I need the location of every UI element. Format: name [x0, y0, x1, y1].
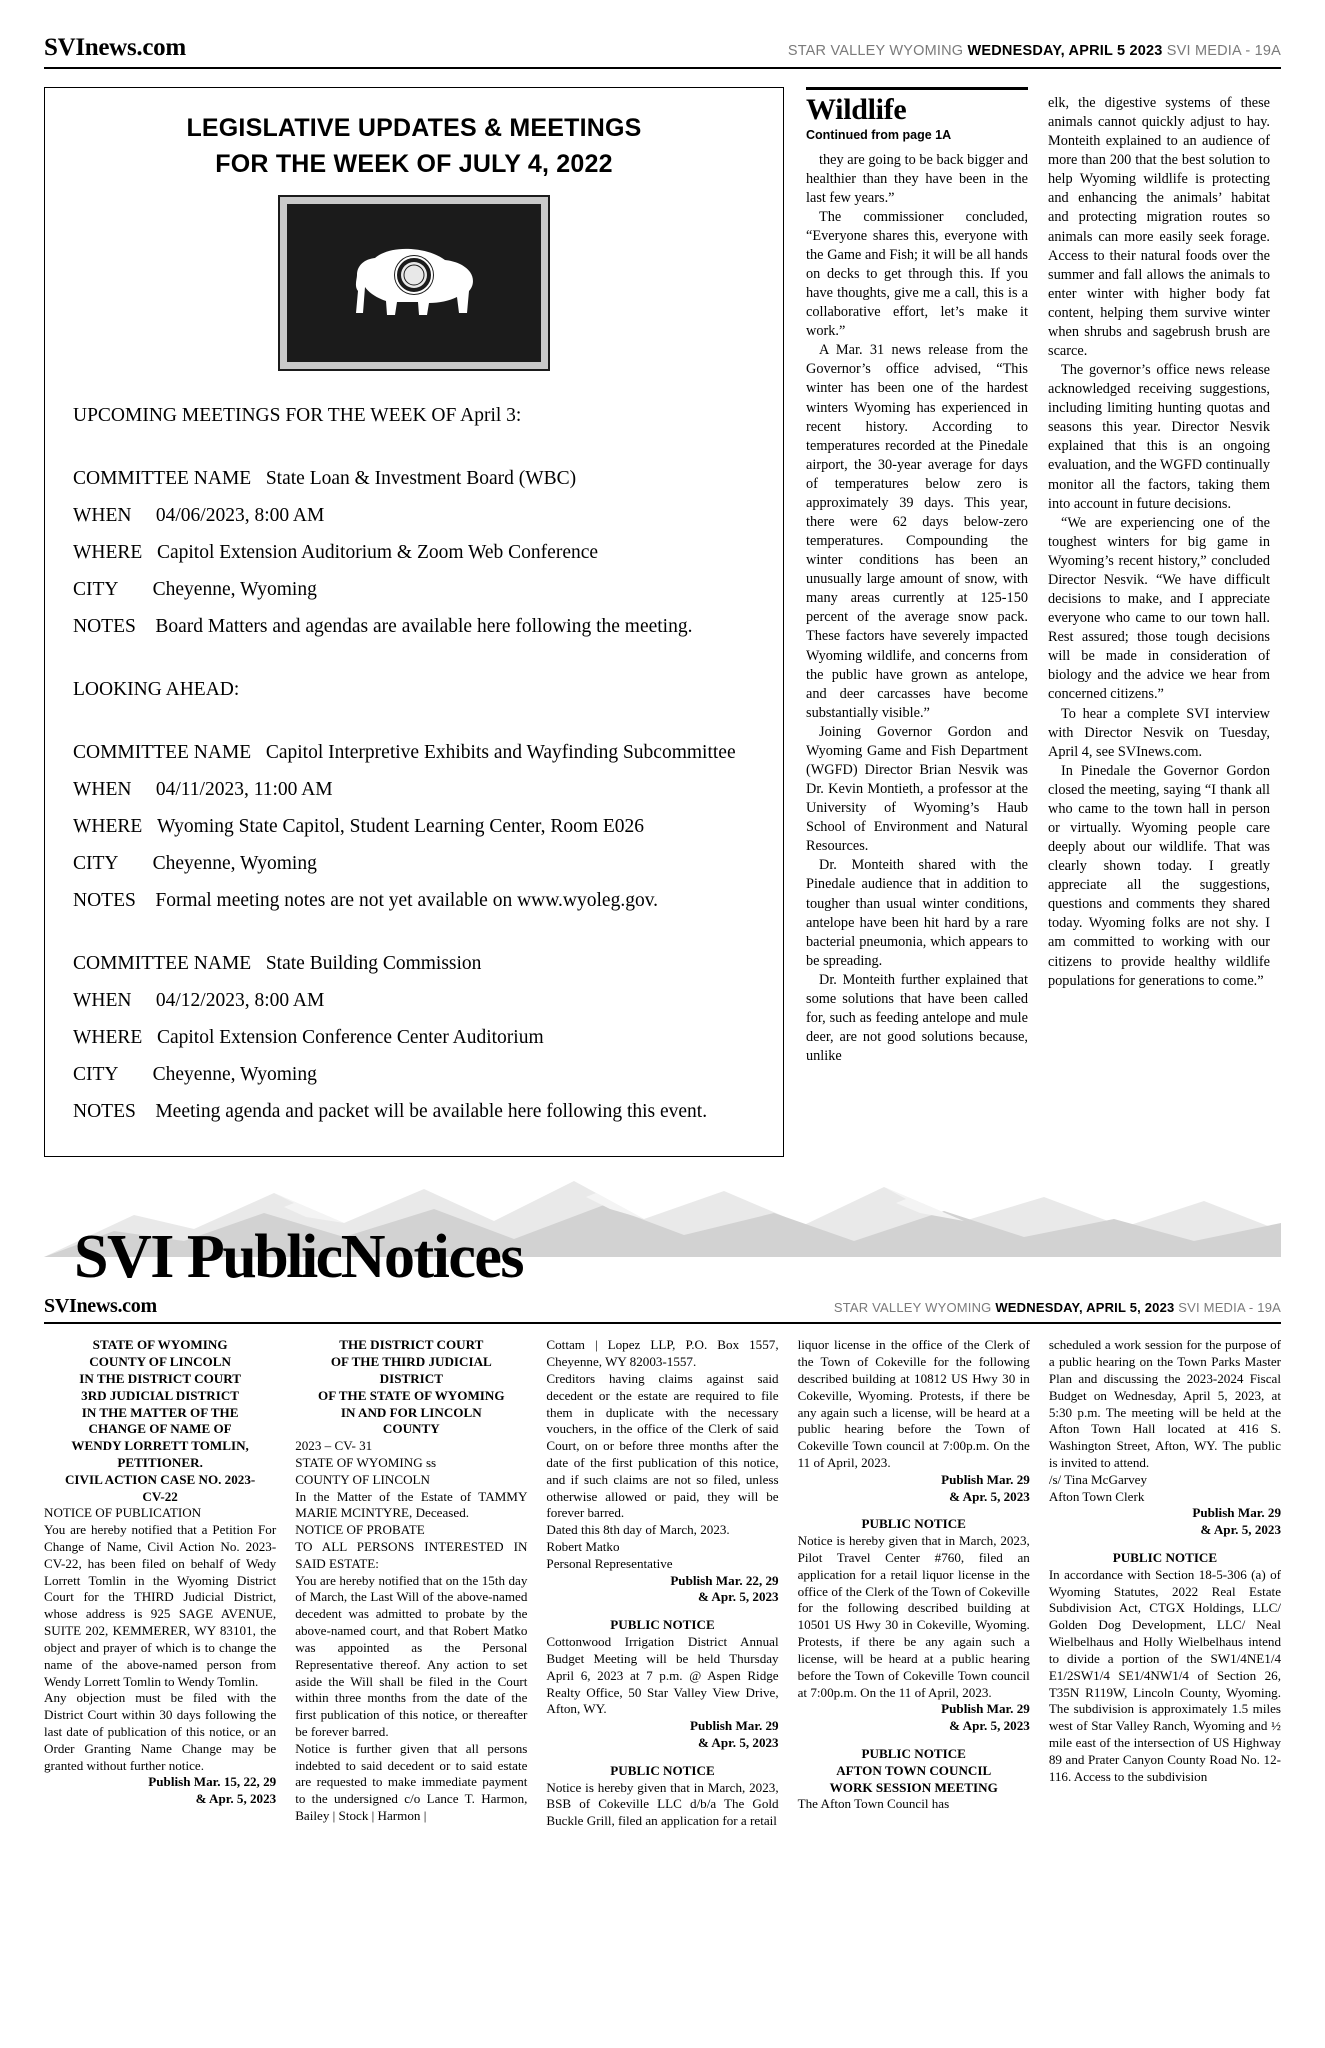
- notice-heading: OF THE STATE OF WYOMING: [318, 1387, 505, 1403]
- wildlife-column-2: [1048, 87, 1270, 1157]
- meeting-2-city: Cheyenne, Wyoming: [152, 852, 317, 874]
- notice-heading: CV-22: [142, 1488, 178, 1504]
- meeting-1-committee: State Loan & Investment Board (WBC): [265, 467, 577, 489]
- meeting-1-when-label: WHEN: [73, 504, 132, 526]
- notice-paragraph: Personal Representative: [546, 1555, 673, 1571]
- meeting-2-committee: Capitol Interpretive Exhibits and Wayfinding Subcommittee: [265, 741, 736, 763]
- notice-column-1: [44, 1337, 276, 1830]
- wildlife-paragraph: Dr. Monteith shared with the Pinedale audience that in addition to tougher than usual winter conditions, antelope have been hit hard by a rare bacterial pneumonia, which appears to be spreading.: [806, 857, 1028, 969]
- notice-paragraph: In the Matter of the Estate of TAMMY MARIE MCINTYRE, Deceased.: [295, 1488, 528, 1521]
- meeting-2-when: 04/11/2023, 11:00 AM: [155, 778, 333, 800]
- public-notices-columns: [44, 1337, 1281, 1850]
- wildlife-continued-label: Continued from page 1A: [806, 127, 952, 142]
- notice-publish-date: Publish Mar. 29: [1192, 1505, 1282, 1521]
- meeting-2-city-label: CITY: [73, 852, 119, 874]
- notice-paragraph: liquor license in the office of the Clerk of the Town of Cokeville for the following described building at 10812 US Hwy 30 in Cokeville, Wyoming. Protests, if there be any again such a license, will be heard at a public hearing before the Town of Cokeville Town council at 7:00p.m. On the 11 of April, 2023.: [797, 1337, 1030, 1470]
- meeting-1-notes-label: NOTES: [73, 615, 136, 637]
- top-content-area: [44, 87, 1281, 1157]
- wildlife-paragraph: In Pinedale the Governor Gordon closed the meeting, saying “I thank all who came to the town hall in person or virtually. Wyoming people care deeply about our wildlife. That was clearly shown today. I greatly appreciate all the suggestions, questions and comments they shared today. Wyoming folks are not shy. I am committed to working with our citizens to provide healthy wildlife populations for generations to come.”: [1048, 762, 1270, 989]
- wildlife-paragraph: Joining Governor Gordon and Wyoming Game and Fish Department (WGFD) Director Brian Nesvik was Dr. Kevin Montieth, a professor at the University of Wyoming’s Haub School of Environment and Natural Resources.: [806, 723, 1028, 855]
- legislative-box: [44, 87, 784, 1157]
- masthead-date: WEDNESDAY, APRIL 5 2023: [967, 43, 1163, 59]
- notice-heading: PUBLIC NOTICE: [1112, 1550, 1218, 1566]
- wildlife-paragraph: they are going to be back bigger and healthier than they have been in the last few years.”: [806, 151, 1028, 206]
- meeting-3-notes: Meeting agenda and packet will be available here following this event.: [155, 1101, 708, 1123]
- masthead2-edition: SVI MEDIA - 19A: [1178, 1300, 1281, 1316]
- notice-paragraph: NOTICE OF PROBATE: [295, 1522, 425, 1538]
- wildlife-paragraph: Dr. Monteith further explained that some solutions that have been called for, such as feeding antelope and mule deer, are not good solutions because, unlike: [806, 971, 1028, 1065]
- meeting-1-when: 04/06/2023, 8:00 AM: [155, 504, 325, 526]
- wildlife-headline: Wildlife: [806, 93, 907, 126]
- notice-publish-date: & Apr. 5, 2023: [195, 1791, 277, 1807]
- legislative-title-line2: FOR THE WEEK OF JULY 4, 2022: [215, 150, 613, 179]
- notice-spacer: [798, 1735, 1030, 1746]
- meeting-1-where: Capitol Extension Auditorium & Zoom Web Conference: [156, 541, 599, 563]
- notice-heading: IN AND FOR LINCOLN: [340, 1404, 482, 1420]
- notice-heading: COUNTY: [382, 1421, 440, 1437]
- notice-column-2: [295, 1337, 527, 1830]
- notice-column-5: [1049, 1337, 1281, 1830]
- site-name-secondary: SVInews.com: [44, 1295, 157, 1318]
- masthead-secondary-meta: [834, 1300, 1281, 1318]
- notice-heading: PETITIONER.: [117, 1454, 203, 1470]
- notice-publish-date: & Apr. 5, 2023: [1200, 1522, 1282, 1538]
- wyoming-seal-icon: [280, 197, 548, 369]
- notice-paragraph: Cottam | Lopez LLP, P.O. Box 1557, Cheyenne, WY 82003-1557.: [546, 1337, 779, 1370]
- legislative-section: [44, 87, 784, 1157]
- notice-heading: WENDY LORRETT TOMLIN,: [71, 1438, 249, 1454]
- meeting-3-city: Cheyenne, Wyoming: [152, 1064, 317, 1086]
- meeting-1-city: Cheyenne, Wyoming: [152, 578, 317, 600]
- notice-heading: 3RD JUDICIAL DISTRICT: [81, 1387, 240, 1403]
- masthead-meta: [788, 43, 1281, 62]
- legislative-intro: UPCOMING MEETINGS FOR THE WEEK OF April 3:: [73, 404, 522, 426]
- meeting-1: [73, 460, 755, 645]
- notice-publish-date: Publish Mar. 29: [941, 1471, 1030, 1487]
- meeting-3-when-label: WHEN: [73, 990, 132, 1012]
- notice-paragraph: Notice is further given that all persons indebted to said decedent or to said estate are requested to make immediate payment to the undersigned c/o Lance T. Harmon, Bailey | Stock | Harmon |: [295, 1740, 528, 1824]
- meeting-3-notes-label: NOTES: [73, 1101, 136, 1123]
- meeting-2-committee-label: COMMITTEE NAME: [73, 741, 252, 763]
- notice-paragraph: TO ALL PERSONS INTERESTED IN SAID ESTATE:: [295, 1539, 528, 1571]
- notice-paragraph: scheduled a work session for the purpose of a public hearing on the Town Parks Master Plan and discussing the 2023-2024 Fiscal Budget on Wednesday, April 5, 2023, at 5:30 p.m. The meeting will be held at the Afton Town Hall located at 416 S. Washington Street, Afton, WY. The public is invited to attend.: [1048, 1337, 1282, 1470]
- meeting-2-notes: Formal meeting notes are not yet available on www.wyoleg.gov.: [155, 890, 659, 912]
- notice-spacer: [546, 1752, 778, 1763]
- notice-publish-date: & Apr. 5, 2023: [697, 1589, 779, 1605]
- notice-paragraph: You are hereby notified that a Petition For Change of Name, Civil Action No. 2023-CV-22, has been filed on behalf of Wedy Lorrett Tomlin in the Wyoming District Court for the THIRD Judicial District, whose address is 925 SAGE AVENUE, SUITE 202, KEMMERER, WY 83101, the object and prayer of which is to change the name of the above-named person from Wendy Lorrett Tomlin to Wendy Tomlin.: [44, 1522, 277, 1689]
- meeting-2-where-label: WHERE: [73, 815, 143, 837]
- notice-publish-date: Publish Mar. 29: [689, 1718, 779, 1734]
- notice-paragraph: The Afton Town Council has: [797, 1796, 950, 1812]
- meeting-2: [73, 734, 755, 919]
- notice-heading: OF THE THIRD JUDICIAL: [330, 1354, 492, 1370]
- notice-publish-date: & Apr. 5, 2023: [949, 1488, 1030, 1504]
- notice-heading: IN THE MATTER OF THE: [81, 1404, 239, 1420]
- meeting-1-notes: Board Matters and agendas are available here following the meeting.: [155, 615, 693, 637]
- meeting-1-committee-label: COMMITTEE NAME: [73, 467, 252, 489]
- notice-heading: WORK SESSION MEETING: [829, 1779, 998, 1795]
- notice-paragraph: You are hereby notified that on the 15th day of March, the Last Will of the above-named decedent was admitted to probate by the above-named court, and that Robert Matko was appointed as the Personal Representative thereof. Any action to set aside the Will shall be filed in the Court within three months from the date of the first publication of this notice, or thereafter be forever barred.: [295, 1572, 528, 1739]
- notice-heading: DISTRICT: [379, 1370, 443, 1386]
- notice-paragraph: Dated this 8th day of March, 2023.: [546, 1522, 730, 1538]
- notice-paragraph: Any objection must be filed with the District Court within 30 days following the last date of publication of this notice, or an Order Granting Name Change may be granted without further notice.: [44, 1690, 277, 1773]
- notice-publish-date: & Apr. 5, 2023: [697, 1734, 779, 1750]
- meeting-3-committee: State Building Commission: [265, 953, 482, 975]
- notice-spacer: [798, 1505, 1030, 1516]
- notice-column-4: [798, 1337, 1030, 1830]
- notice-paragraph: /s/ Tina McGarvey: [1048, 1471, 1148, 1487]
- masthead2-region: STAR VALLEY WYOMING: [833, 1300, 992, 1316]
- masthead-edition: SVI MEDIA - 19A: [1166, 43, 1281, 59]
- notice-heading: CHANGE OF NAME OF: [88, 1421, 232, 1437]
- notice-heading: AFTON TOWN COUNCIL: [836, 1762, 992, 1778]
- public-notices-banner: [44, 1171, 1281, 1291]
- state-seal-container: [73, 197, 755, 369]
- wildlife-paragraph: elk, the digestive systems of these animals cannot quickly adjust to hay. Monteith explained to an audience of more than 200 that the best solution to help Wyoming wildlife is protecting and enhancing the animals’ habitat and protecting migration routes so animals can more easily seek forage. Access to their natural foods over the summer and fall allows the animals to enter winter with higher body fat content, helping them survive winter when shrubs and sagebrush brush are scarce.: [1048, 95, 1270, 360]
- wildlife-paragraph: To hear a complete SVI interview with Director Nesvik on Tuesday, April 4, see SVInews.com.: [1048, 705, 1270, 760]
- notice-heading: IN THE DISTRICT COURT: [79, 1370, 241, 1386]
- notice-heading: COUNTY OF LINCOLN: [89, 1354, 231, 1370]
- notice-paragraph: Notice is hereby given that in March, 2023, Pilot Travel Center #760, filed an application for a retail liquor license in the office of the Clerk of the Town of Cokeville for the following described building at 10501 US Hwy 30 in Cokeville, Wyoming. Protests, if there be any again such a license, will be heard at a public hearing before the Town of Cokeville Town council at 7:00p.m. On the 11 of April, 2023.: [797, 1533, 1030, 1700]
- notice-paragraph: Afton Town Clerk: [1048, 1488, 1145, 1504]
- meeting-3-where-label: WHERE: [73, 1027, 143, 1049]
- notice-paragraph: Creditors having claims against said decedent or the estate are required to file them in duplicate with the necessary vouchers, in the office of the Clerk of said Court, on or before three months after the date of the first publication of this notice, and if such claims are not so filed, unless otherwise allowed or paid, they will be forever barred.: [546, 1370, 779, 1521]
- notice-publish-date: Publish Mar. 29: [941, 1701, 1030, 1717]
- bison-icon: [339, 235, 489, 331]
- notice-paragraph: COUNTY OF LINCOLN: [295, 1471, 431, 1487]
- meeting-2-where: Wyoming State Capitol, Student Learning Center, Room E026: [156, 815, 645, 837]
- meeting-2-notes-label: NOTES: [73, 890, 136, 912]
- notice-spacer: [1049, 1539, 1281, 1550]
- wildlife-paragraph: A Mar. 31 news release from the Governor’s office advised, “This winter has been one of the hardest winters Wyoming has experienced in recent history. According to temperatures recorded at the Pinedale airport, the 30-year average for days of temperatures below zero is approximately 39 days. This year, there were 62 days below-zero temperatures. Compounding the winter conditions has been an unusually large amount of snow, with many areas currently at 125-150 percent of the average snow pack. These factors have severely impacted Wyoming wildlife, and concerns from the public have grown as antelope, and deer carcasses have become substantially visible.”: [806, 342, 1028, 721]
- meeting-3-where: Capitol Extension Conference Center Auditorium: [156, 1027, 544, 1049]
- notice-heading: PUBLIC NOTICE: [610, 1617, 715, 1633]
- notice-paragraph: 2023 – CV- 31: [295, 1438, 373, 1454]
- notice-paragraph: Cottonwood Irrigation District Annual Budget Meeting will be held Thursday April 6, 2023 at 7 p.m. @ Aspen Ridge Realty Office, 50 Star Valley View Drive, Afton, WY.: [546, 1634, 779, 1717]
- notice-heading: STATE OF WYOMING: [92, 1337, 228, 1353]
- banner-public: Public: [186, 1223, 341, 1292]
- masthead: [44, 34, 1281, 69]
- meeting-2-when-label: WHEN: [73, 778, 132, 800]
- wildlife-paragraph: The commissioner concluded, “Everyone shares this, everyone with the Game and Fish; it will be all hands on decks to get through this. If you have thoughts, give me a call, this is a collaborative effort, let’s make it work.”: [806, 208, 1028, 340]
- notice-heading: THE DISTRICT COURT: [339, 1337, 484, 1353]
- meeting-3-city-label: CITY: [73, 1064, 119, 1086]
- meeting-1-city-label: CITY: [73, 578, 119, 600]
- notice-heading: CIVIL ACTION CASE NO. 2023-: [64, 1471, 256, 1487]
- meeting-3-committee-label: COMMITTEE NAME: [73, 953, 252, 975]
- banner-svi: SVI: [74, 1223, 173, 1292]
- notice-heading: PUBLIC NOTICE: [861, 1745, 966, 1761]
- notice-publish-date: Publish Mar. 22, 29: [670, 1572, 779, 1588]
- meeting-3-when: 04/12/2023, 8:00 AM: [155, 990, 325, 1012]
- meeting-3: [73, 945, 755, 1130]
- notice-paragraph: Notice is hereby given that in March, 2023, BSB of Cokeville LLC d/b/a The Gold Buckle Grill, filed an application for a retail: [546, 1779, 779, 1829]
- notice-column-3: [546, 1337, 778, 1830]
- notice-paragraph: In accordance with Section 18-5-306 (a) of Wyoming Statutes, 2022 Real Estate Subdivision Act, CTGX Holdings, LLC/ Golden Dog Development, LLC/ Neal Wielbelhaus and Holly Wielbelhaus intend to divide a portion of the SW1/4NE1/4 E1/2SW1/4 SE1/4NW1/4 of Section 26, T35N R119W, Lincoln County, Wyoming. The subdivision is approximately 1.5 miles west of Star Valley Ranch, Wyoming and ½ mile east of the intersection of US Highway 89 and Prater Canyon County Road No. 12-116. Access to the subdivision: [1048, 1566, 1282, 1784]
- masthead-region: STAR VALLEY WYOMING: [787, 43, 964, 59]
- meeting-1-where-label: WHERE: [73, 541, 143, 563]
- wildlife-column-1: [806, 87, 1028, 1157]
- masthead-secondary: [44, 1295, 1281, 1324]
- site-name: SVInews.com: [44, 34, 186, 61]
- wildlife-paragraph: “We are experiencing one of the toughest winters for big game in Wyoming’s recent history,” concluded Director Nesvik. “We have difficult decisions to make, and I appreciate everyone who came to our town hall. Rest assured; those tough decisions will be made in consideration of biology and the advice we hear from concerned citizens.”: [1048, 514, 1270, 703]
- notice-paragraph: Robert Matko: [546, 1539, 620, 1555]
- wildlife-article: [784, 87, 1281, 1157]
- banner-notices: Notices: [340, 1223, 524, 1292]
- notice-paragraph: STATE OF WYOMING ss: [295, 1454, 437, 1470]
- notice-publish-date: Publish Mar. 15, 22, 29: [148, 1774, 277, 1790]
- legislative-body: [73, 397, 755, 1131]
- wildlife-paragraph: The governor’s office news release acknowledged receiving suggestions, including limiting hunting quotas and seasons this year. Director Nesvik explained that this is an ongoing evaluation, and the WGFD continually monitor all the factors, taking them into account in future decisions.: [1048, 362, 1270, 512]
- notice-paragraph: NOTICE OF PUBLICATION: [44, 1505, 202, 1521]
- legislative-title-line1: LEGISLATIVE UPDATES & MEETINGS: [186, 114, 642, 142]
- notice-heading: PUBLIC NOTICE: [861, 1516, 966, 1532]
- looking-ahead-heading: LOOKING AHEAD:: [73, 678, 240, 700]
- public-notices-title: [74, 1222, 523, 1293]
- notice-heading: PUBLIC NOTICE: [610, 1762, 715, 1778]
- notice-spacer: [546, 1606, 778, 1617]
- masthead2-date: WEDNESDAY, APRIL 5, 2023: [995, 1300, 1175, 1316]
- notice-publish-date: & Apr. 5, 2023: [949, 1718, 1030, 1734]
